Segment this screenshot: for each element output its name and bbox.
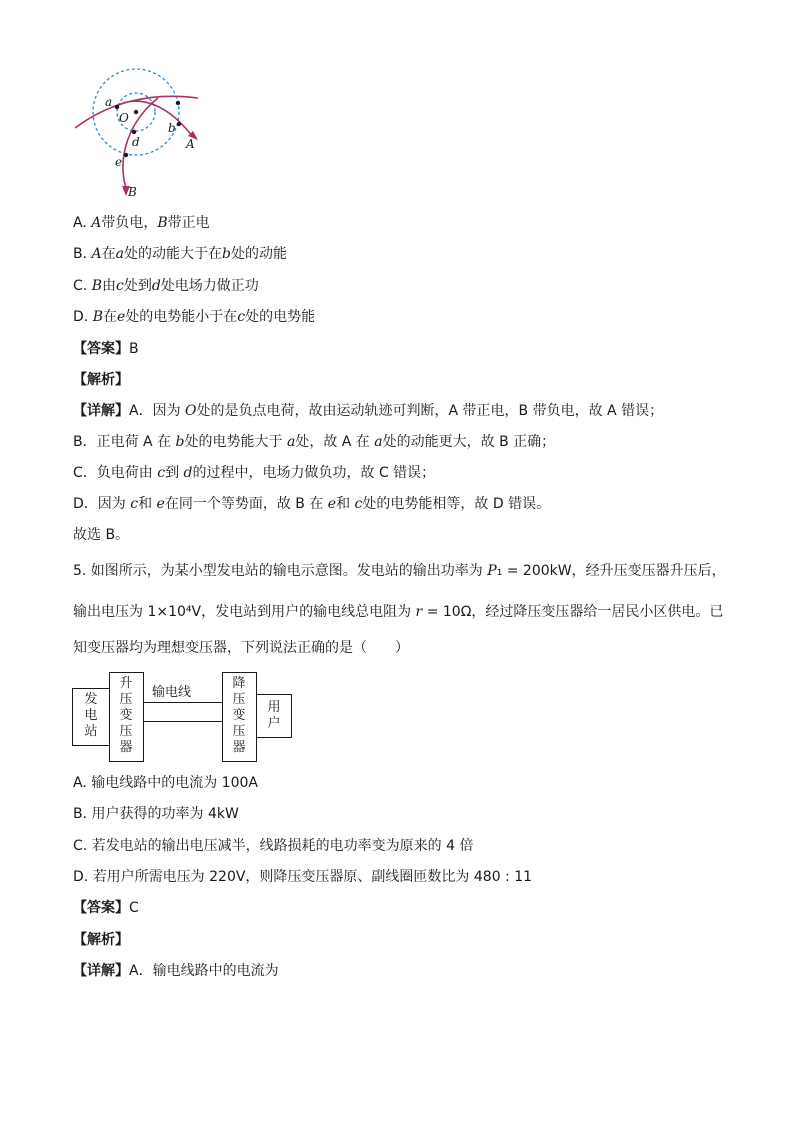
- text-run: C．负电荷由: [73, 465, 158, 481]
- text-run: 处的电势能相等，故 D 错误。: [362, 496, 551, 512]
- trajectory-figure: [70, 62, 210, 202]
- q4-option-1: [73, 244, 287, 264]
- text-run: d: [183, 465, 193, 481]
- point-b: [177, 122, 181, 126]
- text-run: 带正电: [167, 215, 210, 231]
- q5-option-2: [73, 836, 474, 856]
- text-run: r: [415, 604, 423, 620]
- transmission-diagram: [72, 670, 297, 764]
- text-run: 的过程中，电场力做负功，故 C 错误；: [192, 465, 436, 481]
- option-key: B.: [73, 246, 92, 262]
- q4-detail-line-2: [73, 463, 435, 483]
- text-run: 在: [102, 309, 117, 325]
- text-run: B: [92, 309, 103, 325]
- q4-option-0: [73, 213, 210, 233]
- text-run: 处的电势能大于: [184, 434, 287, 450]
- text-run: 处，故 A 在: [295, 434, 375, 450]
- text-run: c: [157, 465, 166, 481]
- text-run: 处的动能大于在: [124, 246, 222, 262]
- text-run: 由: [101, 278, 116, 294]
- text-run: 和: [336, 496, 355, 512]
- option-key: A.: [73, 215, 92, 231]
- option-key: C.: [73, 278, 92, 294]
- label-A: A: [186, 137, 195, 151]
- label-e: e: [115, 155, 123, 169]
- text-run: ₁ = 200kW，经升压变压器升压后，: [496, 563, 726, 579]
- text-run: a: [374, 434, 383, 450]
- text-run: B: [91, 278, 102, 294]
- q4-answer: 【答案】B: [73, 341, 139, 357]
- text-run: e: [327, 496, 337, 512]
- label-d: d: [132, 135, 140, 149]
- text-run: A: [91, 246, 102, 262]
- q5-stem-line-1: [73, 602, 723, 622]
- text-run: B．正电荷 A 在: [73, 434, 176, 450]
- text-run: 在: [101, 246, 116, 262]
- text-run: D．因为: [73, 496, 131, 512]
- text-run: c: [130, 496, 139, 512]
- option-key: B.: [73, 806, 92, 822]
- option-key: C.: [73, 838, 92, 854]
- text-run: 处的动能更大，故 B 正确；: [382, 434, 556, 450]
- q4-option-3: [73, 307, 315, 327]
- text-run: 处到: [123, 278, 152, 294]
- point-O: [134, 110, 138, 114]
- q5-option-3: [73, 867, 532, 887]
- text-run: A: [91, 215, 102, 231]
- line-top: [144, 702, 222, 703]
- text-run: P: [487, 563, 497, 579]
- step-up-label: 升压变压器: [119, 676, 133, 755]
- q4-detail-line-3: [73, 494, 550, 514]
- q5-option-0: [73, 773, 258, 793]
- text-run: c: [115, 278, 124, 294]
- point-c: [176, 101, 180, 105]
- text-run: c: [237, 309, 246, 325]
- text-run: 若用户所需电压为 220V，则降压变压器原、副线圈匝数比为 480 : 11: [92, 869, 533, 885]
- text-run: a: [115, 246, 124, 262]
- station-label: 发电站: [84, 692, 98, 739]
- q4-analysis-label: 【解析】: [73, 372, 129, 388]
- point-e: [124, 153, 128, 157]
- q5-analysis-label: 【解析】: [73, 932, 129, 948]
- label-b: b: [168, 121, 176, 135]
- text-run: 处的电势能: [245, 309, 316, 325]
- label-O: O: [119, 111, 129, 125]
- text-run: 5. 如图所示，为某小型发电站的输电示意图。发电站的输出功率为: [73, 563, 488, 579]
- text-run: b: [175, 434, 185, 450]
- text-run: 带负电，: [101, 215, 158, 231]
- text-run: B: [157, 215, 168, 231]
- q5-stem-line-2: [73, 638, 409, 658]
- q5-stem-line-0: [73, 561, 726, 581]
- text-run: 到: [165, 465, 184, 481]
- option-key: D.: [73, 309, 93, 325]
- label-B: B: [128, 185, 137, 199]
- text-run: 处的电势能小于在: [125, 309, 238, 325]
- q5-answer: 【答案】C: [73, 900, 139, 916]
- text-run: O: [185, 403, 197, 419]
- text-run: 用户获得的功率为 4kW: [91, 806, 239, 822]
- text-run: 在同一个等势面，故 B 在: [164, 496, 328, 512]
- point-d: [132, 130, 136, 134]
- text-run: 输出电压为 1×10⁴V，发电站到用户的输电线总电阻为: [73, 604, 416, 620]
- text-run: A．因为: [129, 403, 186, 419]
- text-run: 输电线路中的电流为 100A: [91, 775, 258, 791]
- text-run: e: [116, 309, 126, 325]
- text-run: c: [354, 496, 363, 512]
- q5-option-1: [73, 804, 239, 824]
- text-run: b: [222, 246, 231, 262]
- text-run: d: [151, 278, 161, 294]
- point-a: [115, 105, 119, 109]
- detail-label: 【详解】: [73, 403, 129, 419]
- option-key: A.: [73, 775, 92, 791]
- line-label: 输电线: [152, 685, 192, 700]
- label-a: a: [105, 95, 113, 109]
- line-bottom: [144, 721, 222, 722]
- text-run: = 10Ω，经过降压变压器给一居民小区供电。已: [422, 604, 724, 620]
- q4-detail-line-0: [73, 401, 663, 421]
- text-run: 和: [138, 496, 157, 512]
- text-run: 处的动能: [230, 246, 287, 262]
- q5-detail-first: 【详解】A．输电线路中的电流为: [73, 963, 279, 979]
- text-run: 处的是负点电荷，故由运动轨迹可判断，A 带正电，B 带负电，故 A 错误；: [196, 403, 664, 419]
- step-down-label: 降压变压器: [232, 676, 246, 755]
- q4-conclusion: 故选 B。: [73, 527, 130, 543]
- text-run: e: [156, 496, 165, 512]
- text-run: 知变压器均为理想变压器，下列说法正确的是（ ）: [73, 640, 409, 656]
- q4-option-2: [73, 276, 259, 296]
- q4-detail-line-1: [73, 432, 555, 452]
- user-label: 用户: [267, 700, 281, 731]
- option-key: D.: [73, 869, 93, 885]
- text-run: a: [286, 434, 296, 450]
- text-run: 处电场力做正功: [160, 278, 259, 294]
- text-run: 若发电站的输出电压减半，线路损耗的电功率变为原来的 4 倍: [91, 838, 474, 854]
